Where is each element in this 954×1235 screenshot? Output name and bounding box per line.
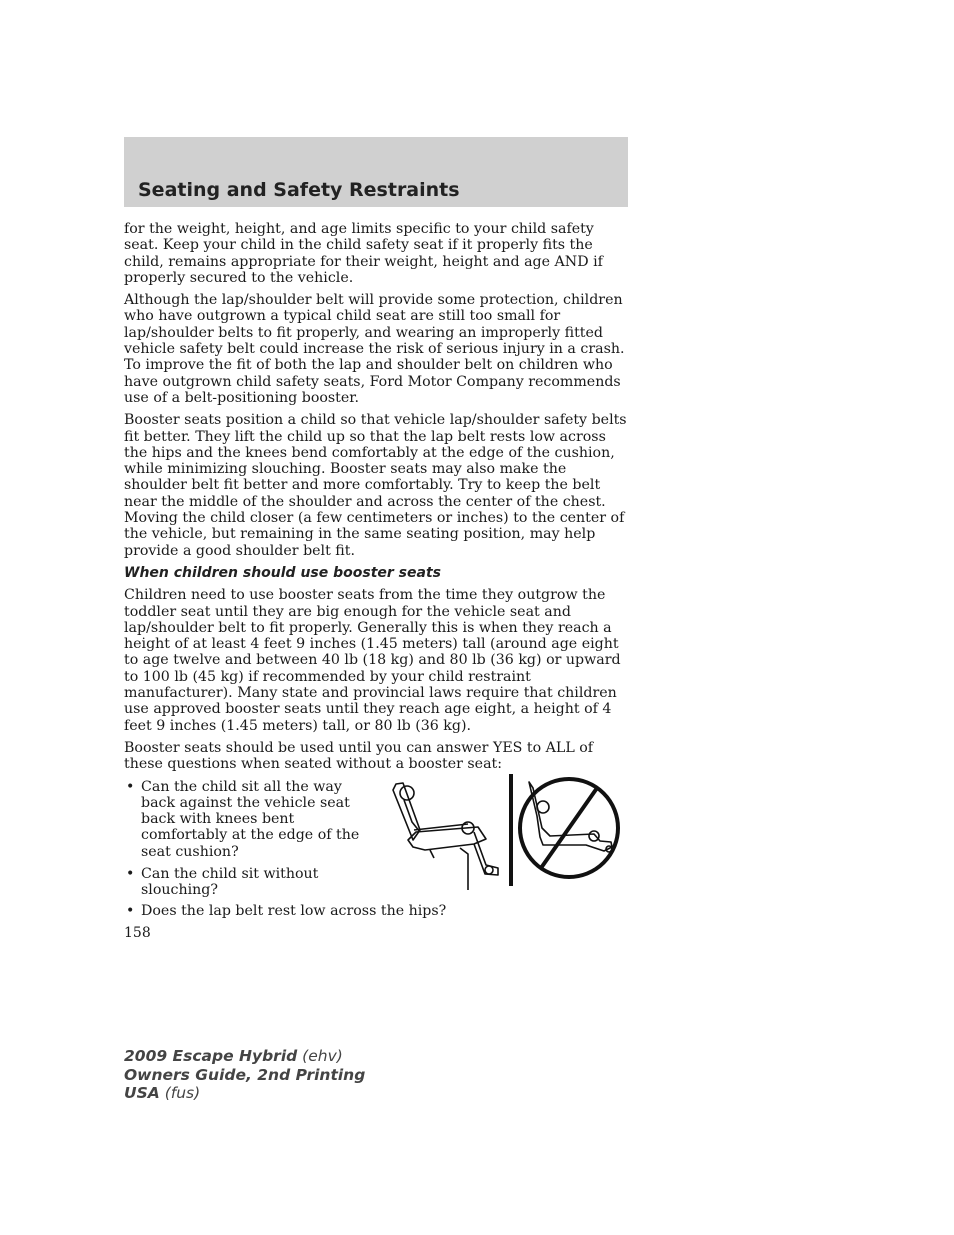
section-header-band — [124, 137, 628, 207]
footer-line-2 — [124, 1066, 365, 1085]
correct-seating-figure — [393, 783, 498, 890]
booster-seat-illustration — [390, 770, 630, 890]
list-item — [124, 866, 376, 899]
bullet-icon: • — [126, 778, 135, 795]
bullet-text: Can the child sit without slouching? — [141, 865, 319, 899]
list-item — [124, 903, 630, 919]
paragraph-2: Although the lap/shoulder belt will provide some protection, children who have outgrown a typical child seat are still too small for lap/shoulder belts to fit properly, and wearing an improperly fitted vehicle safety belt could increase the risk of serious injury in a crash. To improve the fit of both the lap and shoulder belt on children who have outgrown child safety seats, Ford Motor Company recommends use of a belt-positioning booster. — [124, 292, 625, 406]
incorrect-seating-figure — [529, 782, 612, 852]
page-number: 158 — [124, 925, 151, 941]
bullet-text: Can the child sit all the way back against the vehicle seat back with knees bent comfortably at the edge of the seat cushion? — [141, 778, 360, 860]
subheading-booster-seats: When children should use booster seats — [124, 564, 441, 581]
footer-line-1 — [124, 1047, 365, 1066]
bullets-with-figure — [124, 779, 630, 903]
paragraph-3: Booster seats position a child so that vehicle lap/shoulder safety belts fit better. They lift the child up so that the lap belt rests low across the hips and the knees bend comfortably at the edge of the cushion, while minimizing slouching. Booster seats may also make the shoulder belt fit better and more comfortably. Try to keep the belt near the middle of the shoulder and across the center of the chest. Moving the child closer (a few centimeters or inches) to the center of the vehicle, but remaining in the same seating position, may help provide a good shoulder belt fit. — [124, 412, 627, 559]
footer-guide-edition: Owners Guide, 2nd Printing — [124, 1065, 366, 1084]
question-list-continued — [124, 903, 630, 919]
bullet-text: Does the lap belt rest low across the hips? — [141, 902, 447, 919]
section-title: Seating and Safety Restraints — [138, 179, 460, 201]
main-content — [124, 221, 630, 925]
footer-model: 2009 Escape Hybrid — [124, 1047, 298, 1065]
footer-model-code: (ehv) — [302, 1047, 343, 1065]
footer-market: USA — [124, 1084, 160, 1102]
list-item — [124, 779, 376, 860]
footer-market-code: (fus) — [164, 1084, 201, 1102]
paragraph-4: Children need to use booster seats from the time they outgrow the toddler seat until they are big enough for the vehicle seat and lap/shoulder belt to fit properly. Generally this is when they reach a height of at least 4 feet 9 inches (1.45 meters) tall (around age eight to age twelve and between 40 lb (18 kg) and 80 lb (36 kg) or upward to 100 lb (45 kg) if recommended by your child restraint manufacturer). Many state and provincial laws require that children use approved booster seats until they reach age eight, a height of 4 feet 9 inches (1.45 meters) tall, or 80 lb (36 kg). — [124, 587, 621, 734]
document-footer — [124, 1047, 365, 1103]
paragraph-5: Booster seats should be used until you can answer YES to ALL of these questions when seated without a booster seat: — [124, 739, 594, 773]
prohibited-slash-icon — [541, 788, 597, 868]
paragraph-1: for the weight, height, and age limits specific to your child safety seat. Keep your child in the child safety seat if it properly fits the child, remains appropriate for their weight, height and age AND if properly secured to the vehicle. — [124, 221, 603, 286]
bullet-icon: • — [126, 902, 135, 919]
divider-bar — [509, 774, 513, 886]
bullet-icon: • — [126, 865, 135, 882]
footer-line-3 — [124, 1084, 365, 1103]
